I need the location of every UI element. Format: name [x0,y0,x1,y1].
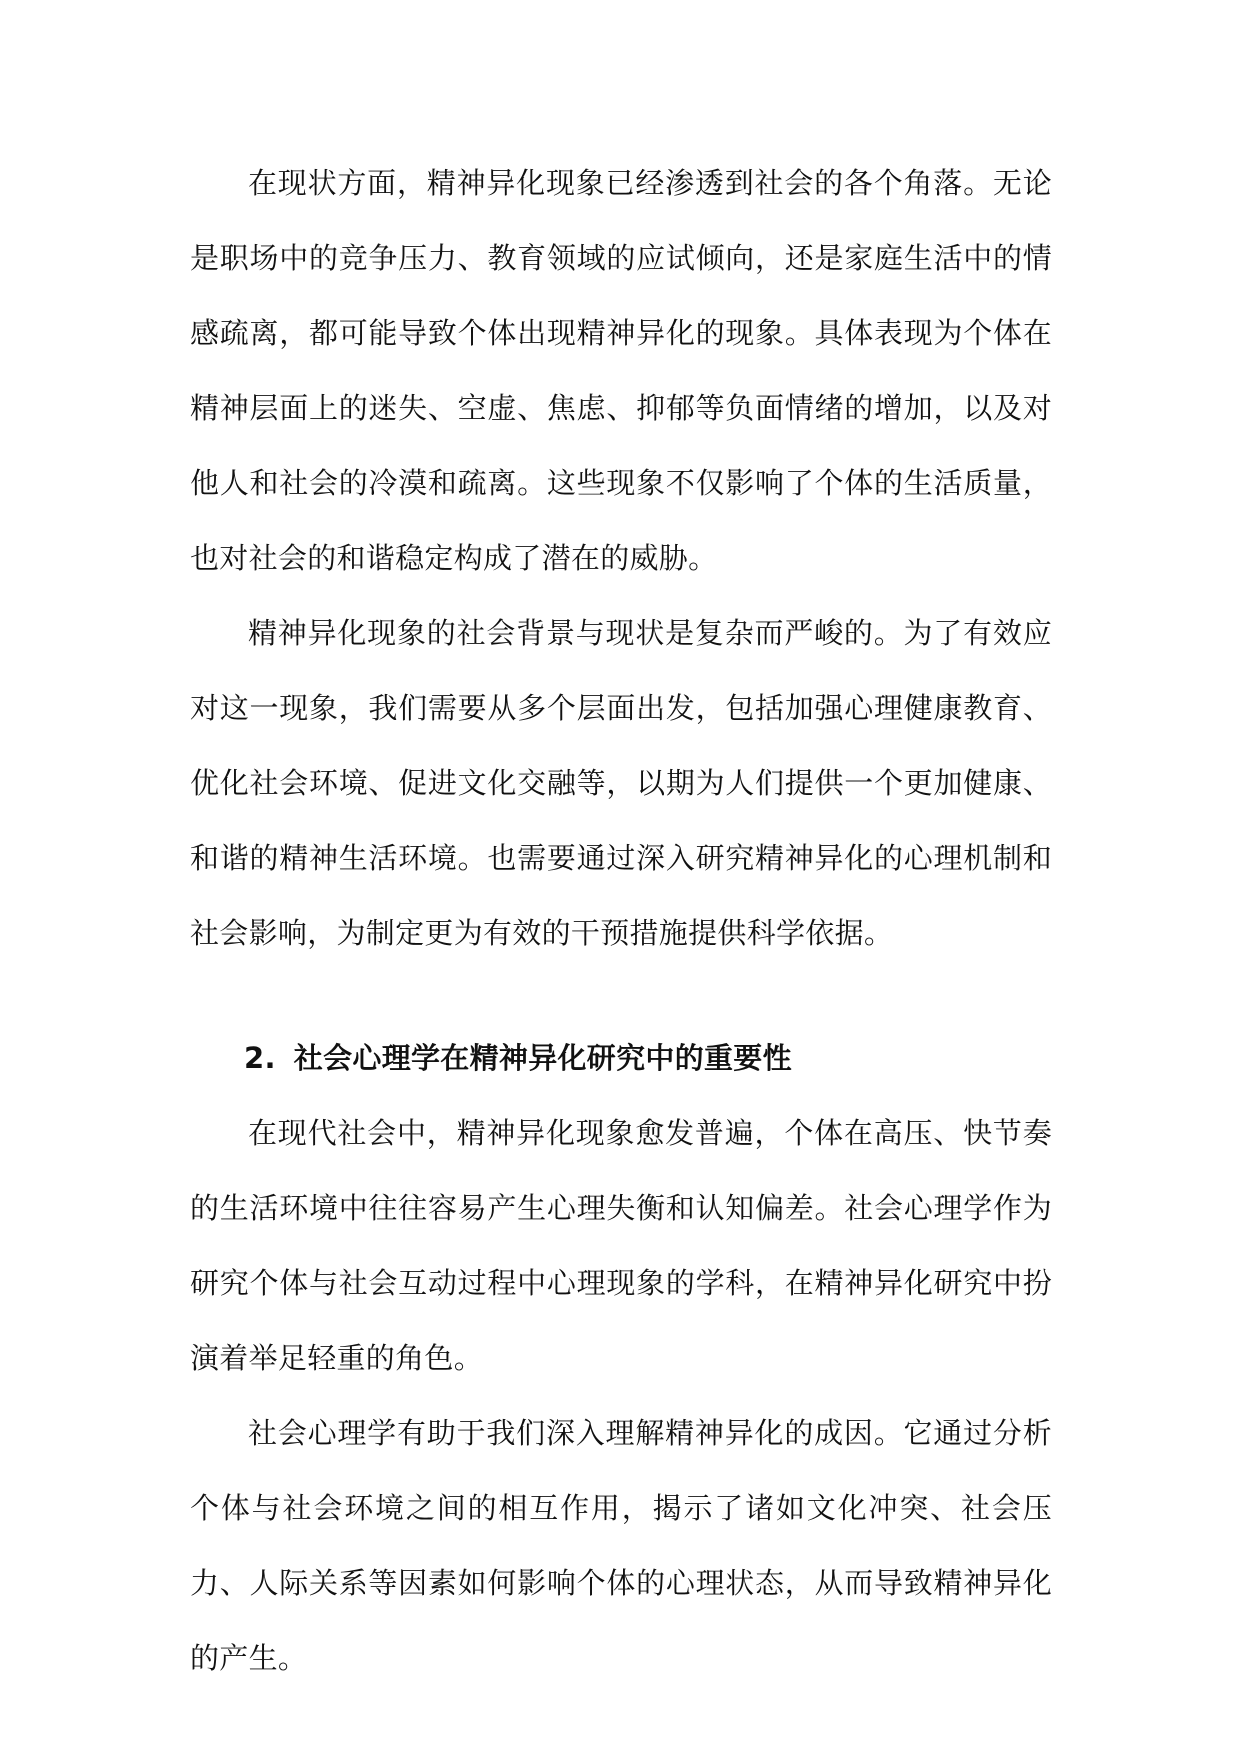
paragraph-modern-society: 在现代社会中，精神异化现象愈发普遍，个体在高压、快节奏的生活环境中往往容易产生心理失衡和认知偏差。社会心理学作为研究个体与社会互动过程中心理现象的学科，在精神异化研究中扮演着举足轻重的角色。 [190,1116,1052,1375]
paragraph-causes: 社会心理学有助于我们深入理解精神异化的成因。它通过分析个体与社会环境之间的相互作用，揭示了诸如文化冲突、社会压力、人际关系等因素如何影响个体的心理状态，从而导致精神异化的产生。 [190,1416,1052,1675]
section-title: 社会心理学在精神异化研究中的重要性 [293,1041,792,1075]
paragraph-current-situation: 在现状方面，精神异化现象已经渗透到社会的各个角落。无论是职场中的竞争压力、教育领域的应试倾向，还是家庭生活中的情感疏离，都可能导致个体出现精神异化的现象。具体表现为个体在精神层面上的迷失、空虚、焦虑、抑郁等负面情绪的增加，以及对他人和社会的冷漠和疏离。这些现象不仅影响了个体的生活质量，也对社会的和谐稳定构成了潜在的威胁。 [190,166,1052,575]
paragraph-social-background: 精神异化现象的社会背景与现状是复杂而严峻的。为了有效应对这一现象，我们需要从多个层面出发，包括加强心理健康教育、优化社会环境、促进文化交融等，以期为人们提供一个更加健康、和谐的精神生活环境。也需要通过深入研究精神异化的心理机制和社会影响，为制定更为有效的干预措施提供科学依据。 [190,616,1052,950]
section-number: 2. [244,1041,276,1075]
document-page [190,146,1052,1696]
section-heading [190,1021,1052,1096]
